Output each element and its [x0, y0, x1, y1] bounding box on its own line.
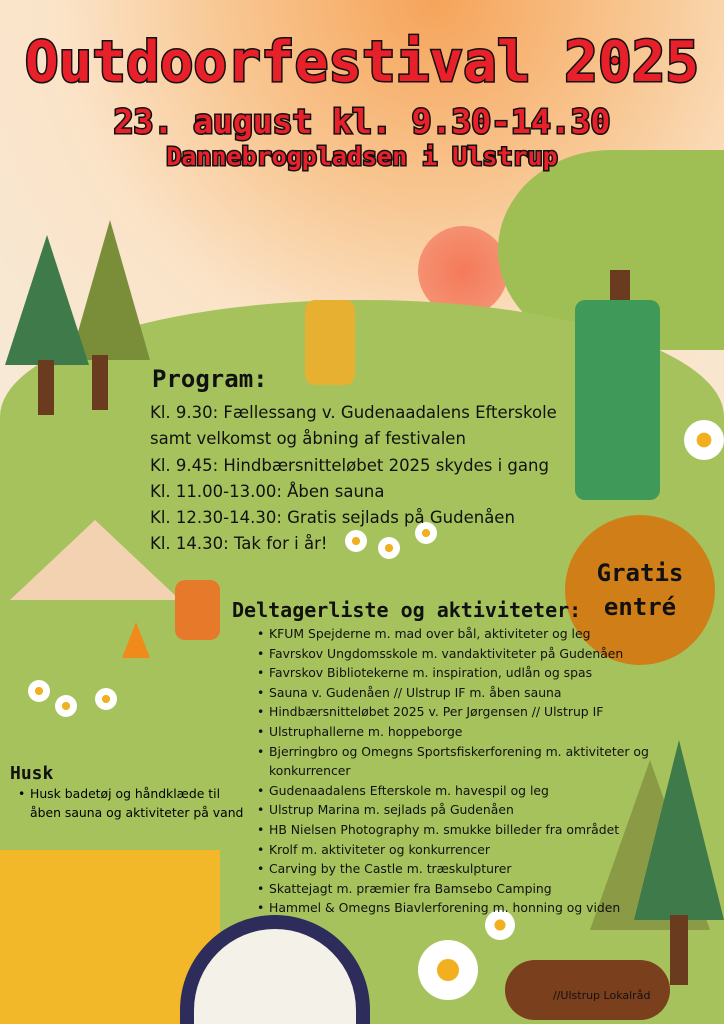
event-date: 23. august kl. 9.30-14.30 — [113, 102, 611, 141]
list-item: • Ulstrup Marina m. sejlads på Gudenåen — [257, 800, 657, 820]
flower-icon — [55, 695, 77, 717]
list-item: • Sauna v. Gudenåen // Ulstrup IF m. åben sauna — [257, 683, 657, 703]
program-heading: Program: — [152, 365, 268, 393]
list-item: • Gudenaadalens Efterskole m. havespil og leg — [257, 781, 657, 801]
list-item: • Husk badetøj og håndklæde til åben sauna og aktiviteter på vand — [18, 784, 248, 822]
list-item: • Skattejagt m. præmier fra Bamsebo Camping — [257, 879, 657, 899]
list-item: • Krolf m. aktiviteter og konkurrencer — [257, 840, 657, 860]
program-line: Kl. 9.30: Fællessang v. Gudenaadalens Efterskole — [150, 403, 557, 422]
camper-illustration — [175, 580, 220, 640]
poster-title: Outdoorfestival 2025 — [24, 30, 700, 95]
hikers-illustration — [305, 300, 355, 385]
flower-icon — [684, 420, 724, 460]
participants-heading: Deltagerliste og aktiviteter: — [232, 598, 582, 622]
husk-heading: Husk — [10, 763, 54, 784]
list-item: • Carving by the Castle m. træskulpturer — [257, 859, 657, 879]
program-list — [150, 400, 560, 558]
campfire-illustration — [122, 622, 150, 658]
credit-text: //Ulstrup Lokalråd — [553, 989, 651, 1002]
program-line: samt velkomst og åbning af festivalen — [150, 429, 466, 449]
list-item: • KFUM Spejderne m. mad over bål, aktiviteter og leg — [257, 624, 657, 644]
event-location: Dannebrogpladsen i Ulstrup — [166, 142, 558, 171]
program-line: Kl. 11.00-13.00: Åben sauna — [150, 481, 385, 501]
list-item: • Hammel & Omegns Biavlerforening m. honning og viden — [257, 898, 657, 918]
list-item: • Ulstruphallerne m. hoppeborge — [257, 722, 657, 742]
participants-list — [257, 624, 657, 918]
list-item: • Favrskov Bibliotekerne m. inspiration, udlån og spas — [257, 663, 657, 683]
flower-icon — [418, 940, 478, 1000]
husk-list — [18, 784, 248, 822]
program-line: Kl. 9.45: Hindbærsnitteløbet 2025 skydes i gang — [150, 455, 549, 475]
badge-line: entré — [603, 593, 677, 621]
badge-line: Gratis — [596, 559, 684, 587]
hikers-illustration-right — [575, 300, 660, 500]
list-item: • Favrskov Ungdomsskole m. vandaktiviteter på Gudenåen — [257, 644, 657, 664]
list-item: • HB Nielsen Photography m. smukke billeder fra området — [257, 820, 657, 840]
program-line: Kl. 12.30-14.30: Gratis sejlads på Gudenåen — [150, 508, 515, 528]
list-item: • Bjerringbro og Omegns Sportsfiskerforening m. aktiviteter og konkurrencer — [257, 742, 657, 781]
flower-icon — [28, 680, 50, 702]
flower-icon — [95, 688, 117, 710]
program-line: Kl. 14.30: Tak for i år! — [150, 534, 328, 554]
list-item: • Hindbærsnitteløbet 2025 v. Per Jørgensen // Ulstrup IF — [257, 702, 657, 722]
